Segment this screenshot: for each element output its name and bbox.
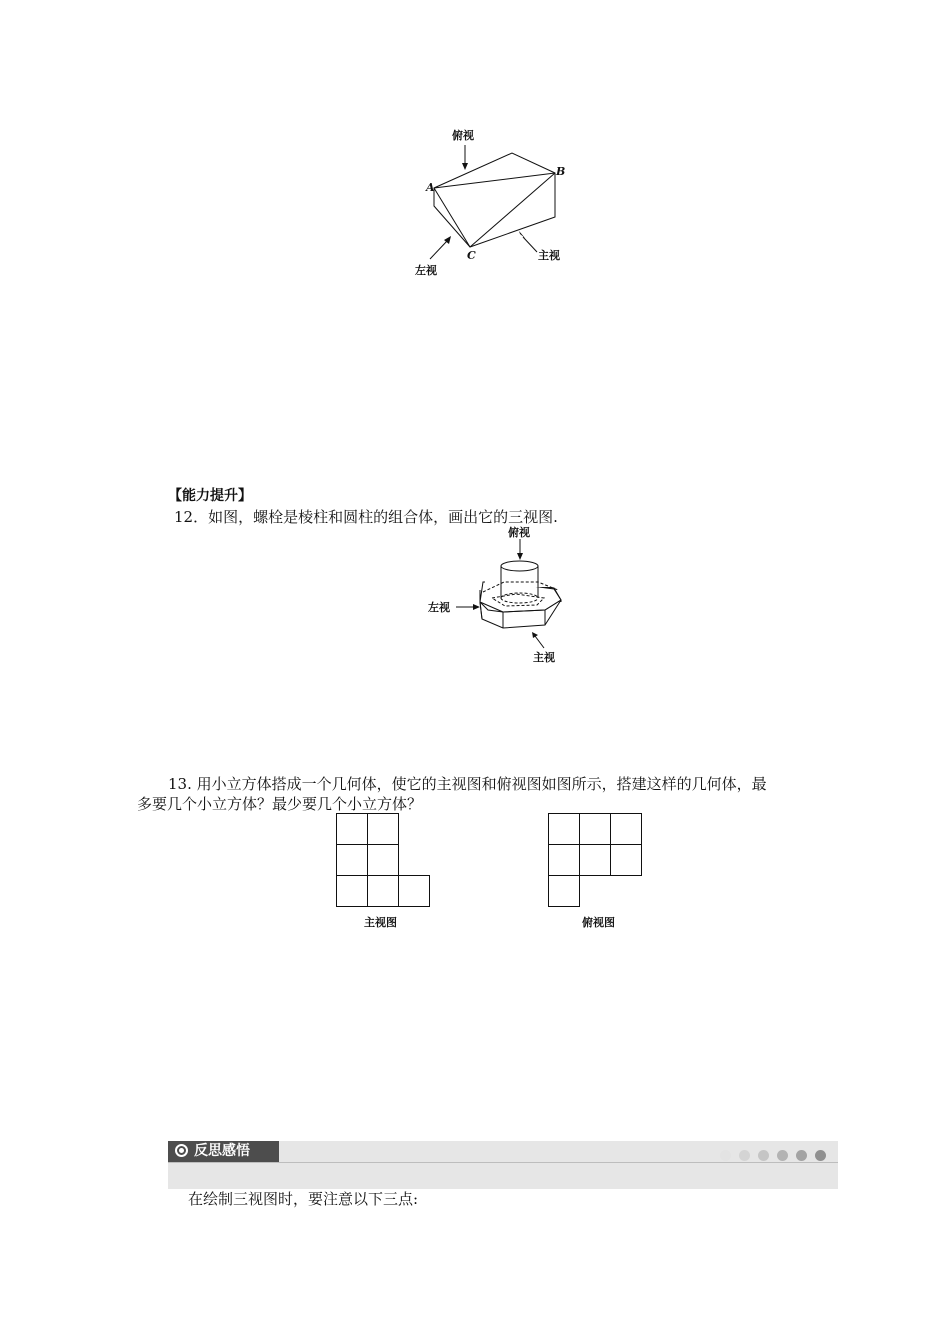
arrow-front-head	[532, 632, 538, 638]
prism-outline	[434, 153, 555, 247]
cylinder-top	[501, 561, 538, 571]
cylinder-base-back	[501, 593, 538, 598]
dot-icon	[815, 1150, 826, 1161]
point-b: B	[556, 165, 566, 178]
dot-icon	[758, 1150, 769, 1161]
target-icon	[175, 1144, 188, 1157]
arrow-top-head	[462, 163, 468, 170]
point-c: C	[467, 249, 476, 262]
question-13-line-2: 多要几个小立方体？最少要几个小立方体？	[137, 795, 423, 813]
label-front-view: 主视	[538, 249, 560, 262]
prism-figure	[410, 120, 580, 285]
top-view-cell	[549, 814, 580, 845]
top-view-cell	[580, 845, 611, 876]
arrow-left-shaft	[430, 241, 447, 259]
decorative-dots	[712, 1146, 826, 1165]
front-view-cell	[399, 876, 430, 907]
cylinder-base-front	[501, 598, 538, 603]
arrow-front-shaft	[523, 237, 537, 252]
arrow-front-shaft	[535, 636, 544, 648]
front-view-grid	[336, 813, 433, 909]
top-view-cell	[611, 814, 642, 845]
dot-icon	[777, 1150, 788, 1161]
arrow-front-head	[519, 231, 525, 238]
front-view-cell	[368, 845, 399, 876]
label-left-view: 左视	[415, 264, 437, 277]
top-view-cell	[549, 876, 580, 907]
bolt-figure	[420, 522, 570, 667]
top-view-cell	[580, 814, 611, 845]
front-view-caption: 主视图	[364, 916, 397, 929]
label-top-view: 俯视	[452, 129, 474, 142]
top-view-grid	[548, 813, 645, 909]
front-view-cell	[337, 876, 368, 907]
prism-edge-ab	[434, 173, 555, 188]
front-view-cell	[368, 814, 399, 845]
dot-icon	[739, 1150, 750, 1161]
top-view-cell	[611, 845, 642, 876]
reflection-banner	[168, 1141, 838, 1189]
reflection-title: 反思感悟	[194, 1143, 250, 1159]
section-heading: 【能力提升】	[168, 488, 252, 504]
front-view-cell	[337, 814, 368, 845]
reflection-text: 在绘制三视图时，要注意以下三点:	[188, 1190, 419, 1208]
question-13-line-1: 13. 用小立方体搭成一个几何体，使它的主视图和俯视图如图所示，搭建这样的几何体，最	[168, 775, 767, 793]
front-view-cell	[368, 876, 399, 907]
top-view-cell	[549, 845, 580, 876]
label-front-view: 主视	[533, 651, 555, 664]
question-12-text: 12．如图，螺栓是棱柱和圆柱的组合体，画出它的三视图.	[174, 508, 558, 526]
prism-edge-bc	[470, 173, 555, 247]
front-view-cell	[337, 845, 368, 876]
dot-icon	[720, 1150, 731, 1161]
label-top-view: 俯视	[508, 526, 530, 539]
point-a: A	[426, 181, 435, 194]
label-left-view: 左视	[428, 601, 450, 614]
top-view-caption: 俯视图	[582, 916, 615, 929]
hexagon-outline	[480, 582, 561, 628]
reflection-tab	[168, 1141, 279, 1162]
prism-edge-ac	[434, 188, 470, 247]
dot-icon	[796, 1150, 807, 1161]
arrow-left-head	[473, 604, 480, 610]
arrow-top-head	[517, 553, 523, 560]
